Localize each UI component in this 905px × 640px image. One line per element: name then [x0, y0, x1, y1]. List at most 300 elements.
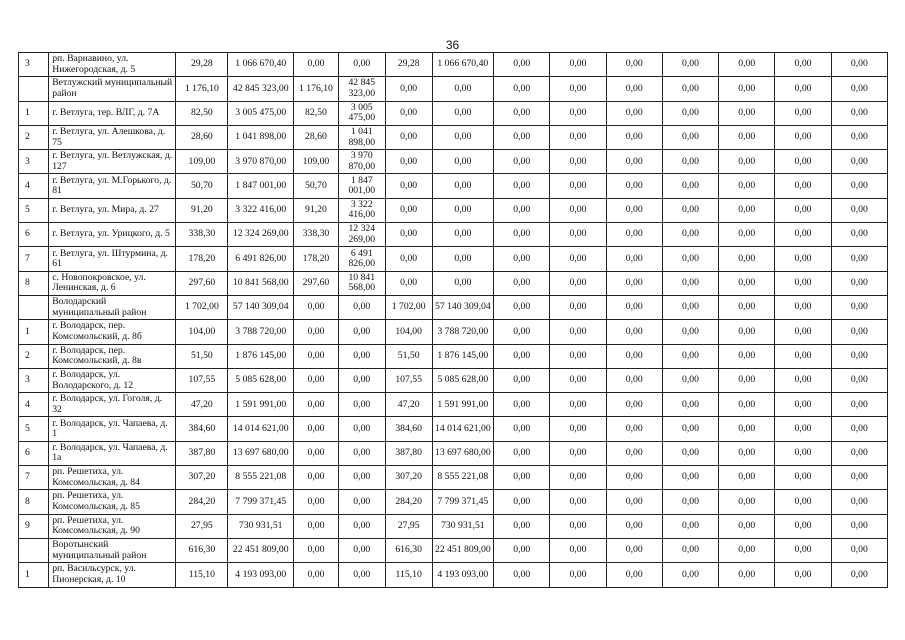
- value-cell: 13 697 680,00: [432, 441, 493, 465]
- value-cell: 1 066 670,40: [228, 53, 294, 77]
- value-cell: 0,00: [719, 368, 775, 392]
- address-cell: г. Ветлуга, ул. Штурмина, д. 61: [49, 247, 176, 271]
- value-cell: 0,00: [494, 247, 550, 271]
- value-cell: 0,00: [831, 563, 887, 587]
- row-number-cell: 1: [19, 101, 49, 125]
- value-cell: 104,00: [176, 320, 228, 344]
- value-cell: 0,00: [494, 223, 550, 247]
- address-cell: г. Володарск, пер. Комсомольский, д. 8в: [49, 344, 176, 368]
- value-cell: 0,00: [294, 441, 339, 465]
- value-cell: 3 322 416,00: [338, 198, 385, 222]
- table-row: [19, 368, 888, 392]
- value-cell: 0,00: [775, 150, 831, 174]
- value-cell: 6 491 826,00: [338, 247, 385, 271]
- address-cell: Воротынский муниципальный район: [49, 538, 176, 562]
- value-cell: 51,50: [385, 344, 432, 368]
- value-cell: 28,60: [176, 125, 228, 149]
- value-cell: 3 970 870,00: [228, 150, 294, 174]
- value-cell: 7 799 371,45: [228, 490, 294, 514]
- value-cell: 0,00: [831, 247, 887, 271]
- value-cell: 0,00: [494, 77, 550, 101]
- value-cell: 0,00: [775, 247, 831, 271]
- row-number-cell: 5: [19, 417, 49, 441]
- value-cell: 0,00: [775, 125, 831, 149]
- value-cell: 0,00: [606, 466, 662, 490]
- value-cell: 0,00: [775, 417, 831, 441]
- value-cell: 0,00: [606, 514, 662, 538]
- value-cell: 0,00: [831, 441, 887, 465]
- value-cell: 0,00: [494, 125, 550, 149]
- value-cell: 107,55: [385, 368, 432, 392]
- row-number-cell: 1: [19, 563, 49, 587]
- value-cell: 1 876 145,00: [432, 344, 493, 368]
- value-cell: 0,00: [831, 538, 887, 562]
- value-cell: 1 847 001,00: [338, 174, 385, 198]
- value-cell: 0,00: [719, 271, 775, 295]
- value-cell: 0,00: [432, 198, 493, 222]
- address-cell: г. Ветлуга, ул. Урицкого, д. 5: [49, 223, 176, 247]
- row-number-cell: 3: [19, 150, 49, 174]
- table-row: [19, 150, 888, 174]
- value-cell: 0,00: [775, 393, 831, 417]
- value-cell: 0,00: [606, 490, 662, 514]
- value-cell: 0,00: [775, 53, 831, 77]
- value-cell: 0,00: [494, 538, 550, 562]
- value-cell: 0,00: [294, 344, 339, 368]
- value-cell: 616,30: [176, 538, 228, 562]
- table-row: [19, 77, 888, 101]
- address-cell: г. Ветлуга, ул. Алешкова, д. 75: [49, 125, 176, 149]
- value-cell: 0,00: [494, 490, 550, 514]
- value-cell: 1 066 670,40: [432, 53, 493, 77]
- value-cell: 0,00: [719, 514, 775, 538]
- value-cell: 0,00: [550, 538, 606, 562]
- value-cell: 0,00: [662, 271, 718, 295]
- value-cell: 0,00: [775, 344, 831, 368]
- value-cell: 0,00: [294, 563, 339, 587]
- value-cell: 0,00: [550, 174, 606, 198]
- value-cell: 50,70: [176, 174, 228, 198]
- address-cell: рп. Решетиха, ул. Комсомольская, д. 85: [49, 490, 176, 514]
- value-cell: 0,00: [550, 466, 606, 490]
- value-cell: 12 324 269,00: [338, 223, 385, 247]
- value-cell: 0,00: [831, 150, 887, 174]
- value-cell: 0,00: [494, 441, 550, 465]
- value-cell: 82,50: [294, 101, 339, 125]
- value-cell: 3 322 416,00: [228, 198, 294, 222]
- value-cell: 0,00: [432, 101, 493, 125]
- value-cell: 0,00: [338, 563, 385, 587]
- table-row: [19, 101, 888, 125]
- value-cell: 0,00: [831, 368, 887, 392]
- table-row: [19, 466, 888, 490]
- value-cell: 1 591 991,00: [228, 393, 294, 417]
- value-cell: 50,70: [294, 174, 339, 198]
- value-cell: 387,80: [385, 441, 432, 465]
- value-cell: 0,00: [775, 466, 831, 490]
- table-row: [19, 490, 888, 514]
- value-cell: 0,00: [775, 368, 831, 392]
- value-cell: 0,00: [662, 101, 718, 125]
- value-cell: 0,00: [606, 417, 662, 441]
- value-cell: 0,00: [550, 320, 606, 344]
- table-row: [19, 247, 888, 271]
- value-cell: 0,00: [432, 174, 493, 198]
- value-cell: 0,00: [494, 563, 550, 587]
- value-cell: 0,00: [550, 441, 606, 465]
- table-row: [19, 393, 888, 417]
- value-cell: 27,95: [385, 514, 432, 538]
- row-number-cell: 1: [19, 320, 49, 344]
- value-cell: 0,00: [719, 563, 775, 587]
- value-cell: 0,00: [494, 320, 550, 344]
- value-cell: 307,20: [176, 466, 228, 490]
- value-cell: 0,00: [550, 295, 606, 319]
- address-cell: рп. Варнавино, ул. Нижегородская, д. 5: [49, 53, 176, 77]
- value-cell: 0,00: [831, 344, 887, 368]
- value-cell: 3 788 720,00: [228, 320, 294, 344]
- value-cell: 109,00: [294, 150, 339, 174]
- value-cell: 0,00: [831, 271, 887, 295]
- address-cell: г. Володарск, ул. Чапаева, д. 1: [49, 417, 176, 441]
- value-cell: 0,00: [338, 466, 385, 490]
- value-cell: 0,00: [662, 466, 718, 490]
- value-cell: 0,00: [719, 150, 775, 174]
- table-row: [19, 441, 888, 465]
- value-cell: 0,00: [494, 53, 550, 77]
- row-number-cell: 6: [19, 441, 49, 465]
- value-cell: 0,00: [606, 125, 662, 149]
- value-cell: 0,00: [294, 393, 339, 417]
- value-cell: 0,00: [550, 563, 606, 587]
- value-cell: 0,00: [606, 368, 662, 392]
- value-cell: 0,00: [719, 295, 775, 319]
- value-cell: 0,00: [719, 198, 775, 222]
- value-cell: 384,60: [385, 417, 432, 441]
- value-cell: 8 555 221,08: [228, 466, 294, 490]
- value-cell: 1 176,10: [294, 77, 339, 101]
- value-cell: 0,00: [550, 198, 606, 222]
- value-cell: 0,00: [831, 53, 887, 77]
- value-cell: 0,00: [831, 125, 887, 149]
- value-cell: 616,30: [385, 538, 432, 562]
- value-cell: 0,00: [494, 344, 550, 368]
- value-cell: 0,00: [432, 77, 493, 101]
- value-cell: 0,00: [662, 563, 718, 587]
- value-cell: 730 931,51: [432, 514, 493, 538]
- value-cell: 0,00: [719, 417, 775, 441]
- value-cell: 0,00: [831, 490, 887, 514]
- table-row: [19, 538, 888, 562]
- value-cell: 10 841 568,00: [228, 271, 294, 295]
- value-cell: 115,10: [385, 563, 432, 587]
- value-cell: 297,60: [294, 271, 339, 295]
- value-cell: 0,00: [338, 295, 385, 319]
- value-cell: 0,00: [606, 441, 662, 465]
- value-cell: 0,00: [432, 150, 493, 174]
- value-cell: 0,00: [494, 174, 550, 198]
- value-cell: 0,00: [432, 125, 493, 149]
- row-number-cell: 8: [19, 271, 49, 295]
- value-cell: 3 970 870,00: [338, 150, 385, 174]
- value-cell: 387,80: [176, 441, 228, 465]
- value-cell: 1 702,00: [385, 295, 432, 319]
- value-cell: 1 876 145,00: [228, 344, 294, 368]
- value-cell: 0,00: [606, 77, 662, 101]
- value-cell: 0,00: [385, 101, 432, 125]
- value-cell: 1 041 898,00: [338, 125, 385, 149]
- value-cell: 0,00: [831, 223, 887, 247]
- value-cell: 0,00: [494, 466, 550, 490]
- value-cell: 0,00: [606, 295, 662, 319]
- value-cell: 0,00: [831, 77, 887, 101]
- value-cell: 0,00: [294, 466, 339, 490]
- value-cell: 0,00: [338, 53, 385, 77]
- value-cell: 0,00: [831, 393, 887, 417]
- address-cell: рп. Решетиха, ул. Комсомольская, д. 84: [49, 466, 176, 490]
- value-cell: 0,00: [550, 101, 606, 125]
- value-cell: 27,95: [176, 514, 228, 538]
- table-body: [19, 53, 888, 588]
- value-cell: 0,00: [494, 295, 550, 319]
- value-cell: 0,00: [606, 150, 662, 174]
- value-cell: 0,00: [662, 514, 718, 538]
- value-cell: 0,00: [606, 247, 662, 271]
- value-cell: 0,00: [494, 368, 550, 392]
- row-number-cell: 2: [19, 344, 49, 368]
- value-cell: 91,20: [294, 198, 339, 222]
- value-cell: 57 140 309,04: [432, 295, 493, 319]
- table-row: [19, 53, 888, 77]
- value-cell: 0,00: [606, 271, 662, 295]
- value-cell: 0,00: [338, 417, 385, 441]
- value-cell: 5 085 628,00: [432, 368, 493, 392]
- value-cell: 0,00: [775, 320, 831, 344]
- table-row: [19, 223, 888, 247]
- table-row: [19, 514, 888, 538]
- value-cell: 115,10: [176, 563, 228, 587]
- value-cell: 0,00: [719, 223, 775, 247]
- value-cell: 0,00: [550, 368, 606, 392]
- value-cell: 0,00: [338, 393, 385, 417]
- value-cell: 0,00: [831, 101, 887, 125]
- value-cell: 0,00: [338, 320, 385, 344]
- row-number-cell: 4: [19, 393, 49, 417]
- value-cell: 12 324 269,00: [228, 223, 294, 247]
- value-cell: 7 799 371,45: [432, 490, 493, 514]
- value-cell: 0,00: [294, 53, 339, 77]
- value-cell: 0,00: [831, 466, 887, 490]
- address-cell: Ветлужский муниципальный район: [49, 77, 176, 101]
- value-cell: 0,00: [550, 247, 606, 271]
- value-cell: 0,00: [385, 174, 432, 198]
- table-row: [19, 271, 888, 295]
- value-cell: 0,00: [775, 223, 831, 247]
- value-cell: 0,00: [775, 198, 831, 222]
- value-cell: 13 697 680,00: [228, 441, 294, 465]
- value-cell: 0,00: [775, 563, 831, 587]
- value-cell: 107,55: [176, 368, 228, 392]
- value-cell: 14 014 621,00: [432, 417, 493, 441]
- value-cell: 297,60: [176, 271, 228, 295]
- value-cell: 0,00: [550, 393, 606, 417]
- value-cell: 1 176,10: [176, 77, 228, 101]
- row-number-cell: 2: [19, 125, 49, 149]
- row-number-cell: 7: [19, 247, 49, 271]
- value-cell: 178,20: [294, 247, 339, 271]
- value-cell: 178,20: [176, 247, 228, 271]
- value-cell: 0,00: [662, 320, 718, 344]
- value-cell: 0,00: [606, 198, 662, 222]
- value-cell: 0,00: [775, 77, 831, 101]
- value-cell: 0,00: [385, 77, 432, 101]
- table-row: [19, 563, 888, 587]
- value-cell: 0,00: [662, 247, 718, 271]
- value-cell: 0,00: [662, 223, 718, 247]
- value-cell: 0,00: [662, 295, 718, 319]
- value-cell: 0,00: [719, 393, 775, 417]
- address-cell: г. Ветлуга, ул. Ветлужская, д. 127: [49, 150, 176, 174]
- value-cell: 0,00: [606, 344, 662, 368]
- value-cell: 0,00: [662, 77, 718, 101]
- value-cell: 284,20: [176, 490, 228, 514]
- value-cell: 0,00: [606, 223, 662, 247]
- value-cell: 0,00: [719, 344, 775, 368]
- row-number-cell: 7: [19, 466, 49, 490]
- value-cell: 0,00: [662, 417, 718, 441]
- value-cell: 0,00: [775, 101, 831, 125]
- value-cell: 0,00: [662, 538, 718, 562]
- value-cell: 0,00: [831, 174, 887, 198]
- value-cell: 91,20: [176, 198, 228, 222]
- value-cell: 0,00: [338, 514, 385, 538]
- value-cell: 0,00: [494, 198, 550, 222]
- value-cell: 307,20: [385, 466, 432, 490]
- value-cell: 0,00: [550, 125, 606, 149]
- row-number-cell: 8: [19, 490, 49, 514]
- address-cell: г. Володарск, пер. Комсомольский, д. 8б: [49, 320, 176, 344]
- value-cell: 3 788 720,00: [432, 320, 493, 344]
- address-cell: г. Ветлуга, ул. М.Горького, д. 81: [49, 174, 176, 198]
- address-cell: г. Володарск, ул. Гоголя, д. 32: [49, 393, 176, 417]
- value-cell: 0,00: [831, 417, 887, 441]
- value-cell: 0,00: [385, 223, 432, 247]
- value-cell: 29,28: [385, 53, 432, 77]
- value-cell: 10 841 568,00: [338, 271, 385, 295]
- value-cell: 0,00: [719, 53, 775, 77]
- table-row: [19, 344, 888, 368]
- row-number-cell: 3: [19, 53, 49, 77]
- value-cell: 0,00: [662, 198, 718, 222]
- table-row: [19, 320, 888, 344]
- value-cell: 0,00: [432, 247, 493, 271]
- value-cell: 0,00: [494, 393, 550, 417]
- value-cell: 0,00: [294, 514, 339, 538]
- value-cell: 42 845 323,00: [338, 77, 385, 101]
- value-cell: 0,00: [606, 393, 662, 417]
- value-cell: 0,00: [719, 125, 775, 149]
- value-cell: 0,00: [550, 77, 606, 101]
- value-cell: 0,00: [831, 198, 887, 222]
- address-cell: рп. Васильсурск, ул. Пионерская, д. 10: [49, 563, 176, 587]
- value-cell: 0,00: [719, 441, 775, 465]
- value-cell: 0,00: [432, 271, 493, 295]
- row-number-cell: 5: [19, 198, 49, 222]
- value-cell: 1 702,00: [176, 295, 228, 319]
- value-cell: 3 005 475,00: [228, 101, 294, 125]
- value-cell: 0,00: [550, 150, 606, 174]
- value-cell: 0,00: [550, 344, 606, 368]
- value-cell: 82,50: [176, 101, 228, 125]
- value-cell: 0,00: [606, 538, 662, 562]
- value-cell: 0,00: [385, 150, 432, 174]
- value-cell: 0,00: [662, 490, 718, 514]
- value-cell: 0,00: [606, 174, 662, 198]
- value-cell: 42 845 323,00: [228, 77, 294, 101]
- value-cell: 0,00: [550, 490, 606, 514]
- value-cell: 0,00: [775, 538, 831, 562]
- data-table: [18, 52, 888, 588]
- value-cell: 1 847 001,00: [228, 174, 294, 198]
- value-cell: 0,00: [775, 174, 831, 198]
- row-number-cell: [19, 295, 49, 319]
- value-cell: 0,00: [550, 271, 606, 295]
- value-cell: 0,00: [775, 514, 831, 538]
- value-cell: 0,00: [831, 320, 887, 344]
- row-number-cell: 4: [19, 174, 49, 198]
- value-cell: 730 931,51: [228, 514, 294, 538]
- value-cell: 0,00: [719, 247, 775, 271]
- value-cell: 51,50: [176, 344, 228, 368]
- value-cell: 0,00: [719, 320, 775, 344]
- value-cell: 0,00: [719, 538, 775, 562]
- value-cell: 0,00: [719, 466, 775, 490]
- value-cell: 338,30: [294, 223, 339, 247]
- value-cell: 14 014 621,00: [228, 417, 294, 441]
- value-cell: 0,00: [294, 368, 339, 392]
- value-cell: 47,20: [385, 393, 432, 417]
- value-cell: 0,00: [606, 563, 662, 587]
- value-cell: 28,60: [294, 125, 339, 149]
- value-cell: 0,00: [294, 320, 339, 344]
- value-cell: 0,00: [719, 174, 775, 198]
- value-cell: 5 085 628,00: [228, 368, 294, 392]
- row-number-cell: 3: [19, 368, 49, 392]
- value-cell: 284,20: [385, 490, 432, 514]
- value-cell: 0,00: [662, 368, 718, 392]
- value-cell: 0,00: [385, 125, 432, 149]
- table-row: [19, 295, 888, 319]
- value-cell: 0,00: [338, 441, 385, 465]
- table-row: [19, 417, 888, 441]
- value-cell: 0,00: [550, 223, 606, 247]
- value-cell: 22 451 809,00: [228, 538, 294, 562]
- value-cell: 0,00: [719, 101, 775, 125]
- value-cell: 0,00: [550, 417, 606, 441]
- value-cell: 0,00: [550, 53, 606, 77]
- value-cell: 0,00: [338, 344, 385, 368]
- value-cell: 0,00: [662, 441, 718, 465]
- row-number-cell: 9: [19, 514, 49, 538]
- table-row: [19, 174, 888, 198]
- value-cell: 0,00: [338, 538, 385, 562]
- row-number-cell: [19, 77, 49, 101]
- value-cell: 0,00: [606, 53, 662, 77]
- value-cell: 0,00: [494, 514, 550, 538]
- value-cell: 0,00: [338, 368, 385, 392]
- address-cell: г. Ветлуга, тер. ВЛГ, д. 7А: [49, 101, 176, 125]
- value-cell: 3 005 475,00: [338, 101, 385, 125]
